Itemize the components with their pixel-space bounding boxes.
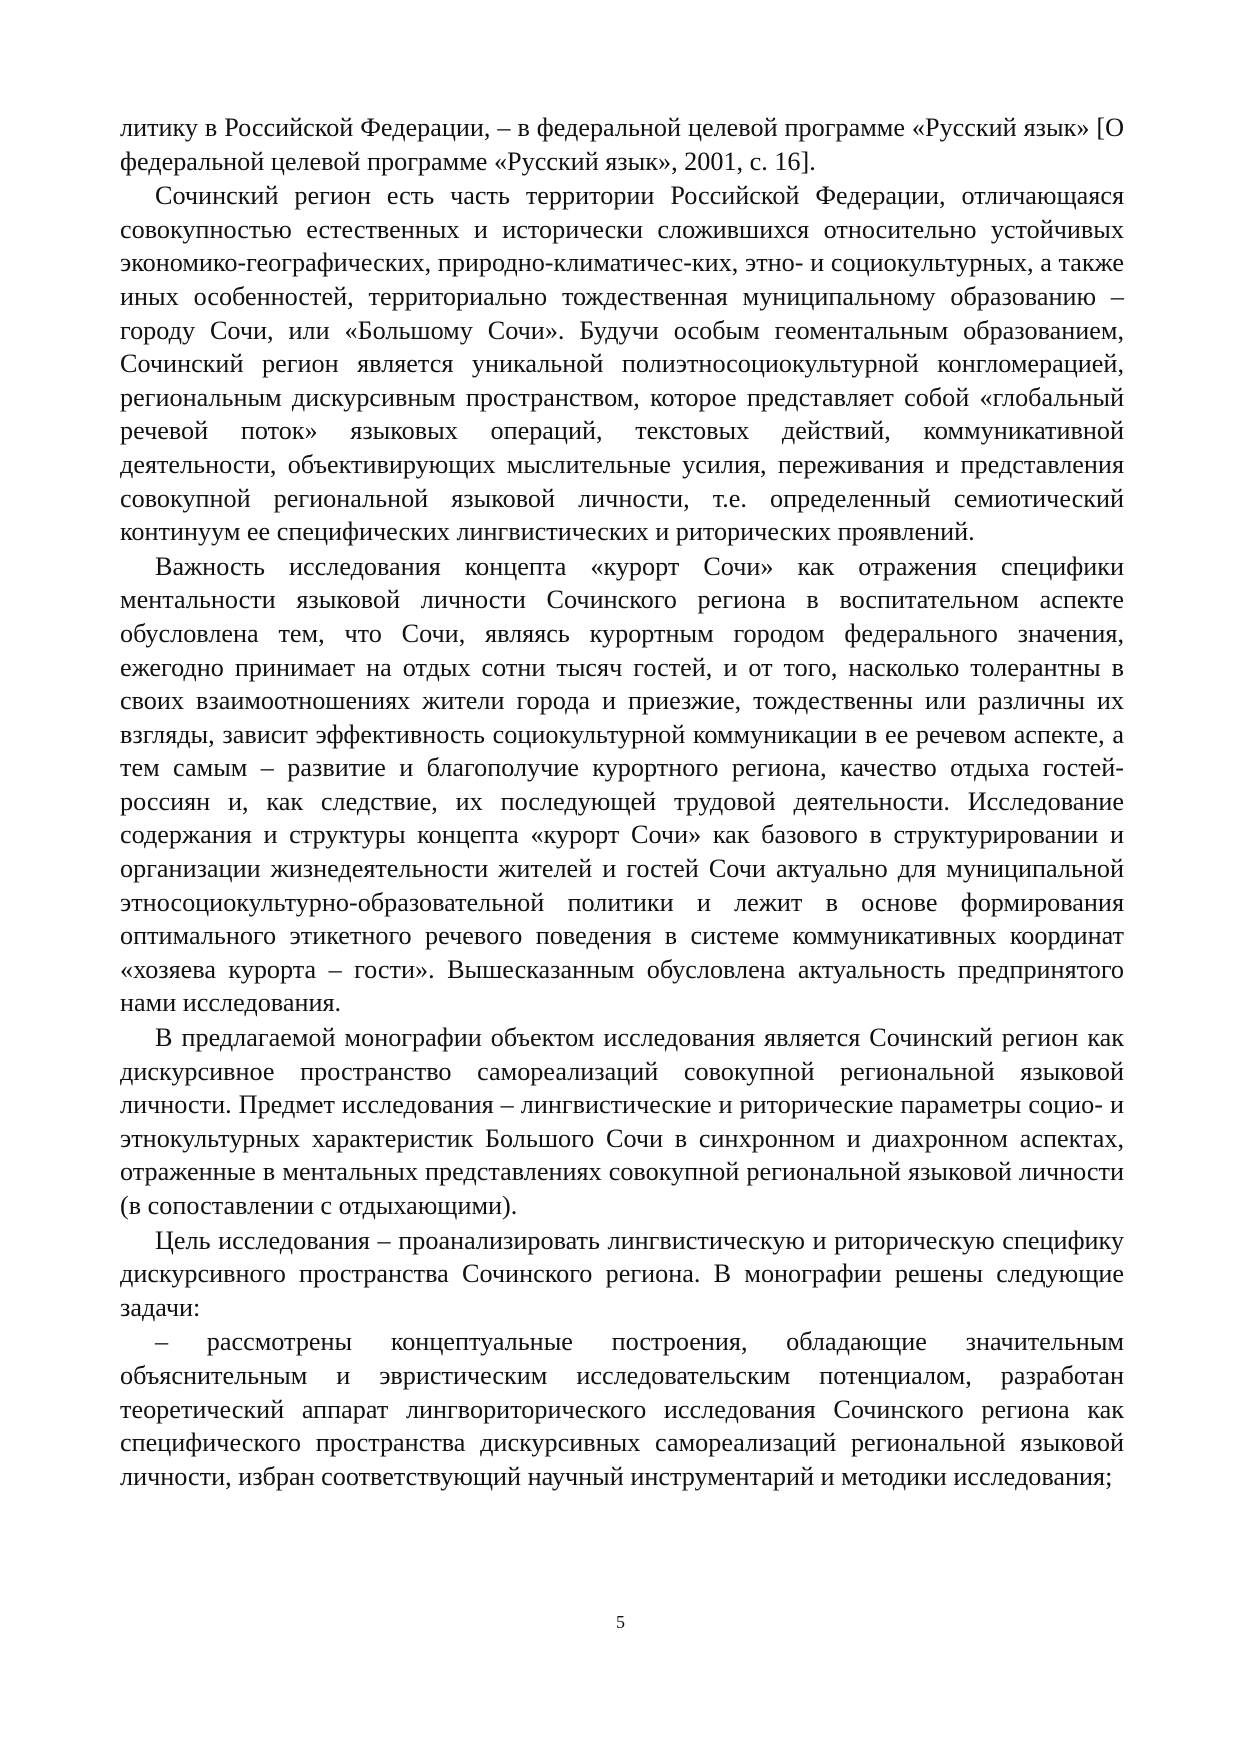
body-text bbox=[120, 111, 1124, 1493]
paragraph-continuation: литику в Российской Федерации, – в федеральной целевой программе «Русский язык» [О федеральной целевой программе «Русский язык», 2001, с. 16]. bbox=[120, 113, 1124, 176]
paragraph-sochi-region: Сочинский регион есть часть территории Российской Федерации, отличающаяся совокупностью естественных и исторически сложившихся относительно устойчивых экономико-географических, природно-климатичес-ких, этно- и социокультурных, а также иных особенностей, территориально тождественная муниципальному образованию – городу Сочи, или «Большому Сочи». Будучи особым геоментальным образованием, Сочинский регион является уникальной полиэтносоциокультурной конгломерацией, региональным дискурсивным пространством, которое представляет собой «глобальный речевой поток» языковых операций, текстовых действий, коммуникативной деятельности, объективирующих мыслительные усилия, переживания и представления совокупной региональной языковой личности, т.е. определенный семиотический континуум ее специфических лингвистических и риторических проявлений. bbox=[120, 181, 1124, 547]
paragraph-task-list-item: – рассмотрены концептуальные построения, обладающие значительным объяснительным и эвристическим исследовательским потенциалом, разработан теоретический аппарат лингвориторического исследования Сочинского региона как специфического пространства дискурсивных самореализаций региональной языковой личности, избран соответствующий научный инструментарий и методики исследования; bbox=[120, 1327, 1124, 1491]
paragraph-research-goal: Цель исследования – проанализировать лингвистическую и риторическую специфику дискурсивного пространства Сочинского региона. В монографии решены следующие задачи: bbox=[120, 1225, 1124, 1322]
paragraph-concept-importance: Важность исследования концепта «курорт Сочи» как отражения специфики ментальности языковой личности Сочинского региона в воспитательном аспекте обусловлена тем, что Сочи, являясь курортным городом федерального значения, ежегодно принимает на отдых сотни тысяч гостей, и от того, насколько толерантны в своих взаимоотношениях жители города и приезжие, тождественны или различны их взгляды, зависит эффективность социокультурной коммуникации в ее речевом аспекте, а тем самым – развитие и благополучие курортного региона, качество отдыха гостей-россиян и, как следствие, их последующей трудовой деятельности. Исследование содержания и структуры концепта «курорт Сочи» как базового в структурировании и организации жизнедеятельности жителей и гостей Сочи актуально для муниципальной этносоциокультурно-образовательной политики и лежит в основе формирования оптимального этикетного речевого поведения в системе коммуникативных координат «хозяева курорта – гости». Вышесказанным обусловлена актуальность предпринятого нами исследования. bbox=[120, 551, 1124, 1018]
paragraph-object-subject: В предлагаемой монографии объектом исследования является Сочинский регион как дискурсивное пространство самореализаций совокупной региональной языковой личности. Предмет исследования – лингвистические и риторические параметры социо- и этнокультурных характеристик Большого Сочи в синхронном и диахронном аспектах, отраженные в ментальных представлениях совокупной региональной языковой личности (в сопоставлении с отдыхающими). bbox=[120, 1023, 1124, 1220]
page-number: 5 bbox=[616, 1612, 625, 1632]
